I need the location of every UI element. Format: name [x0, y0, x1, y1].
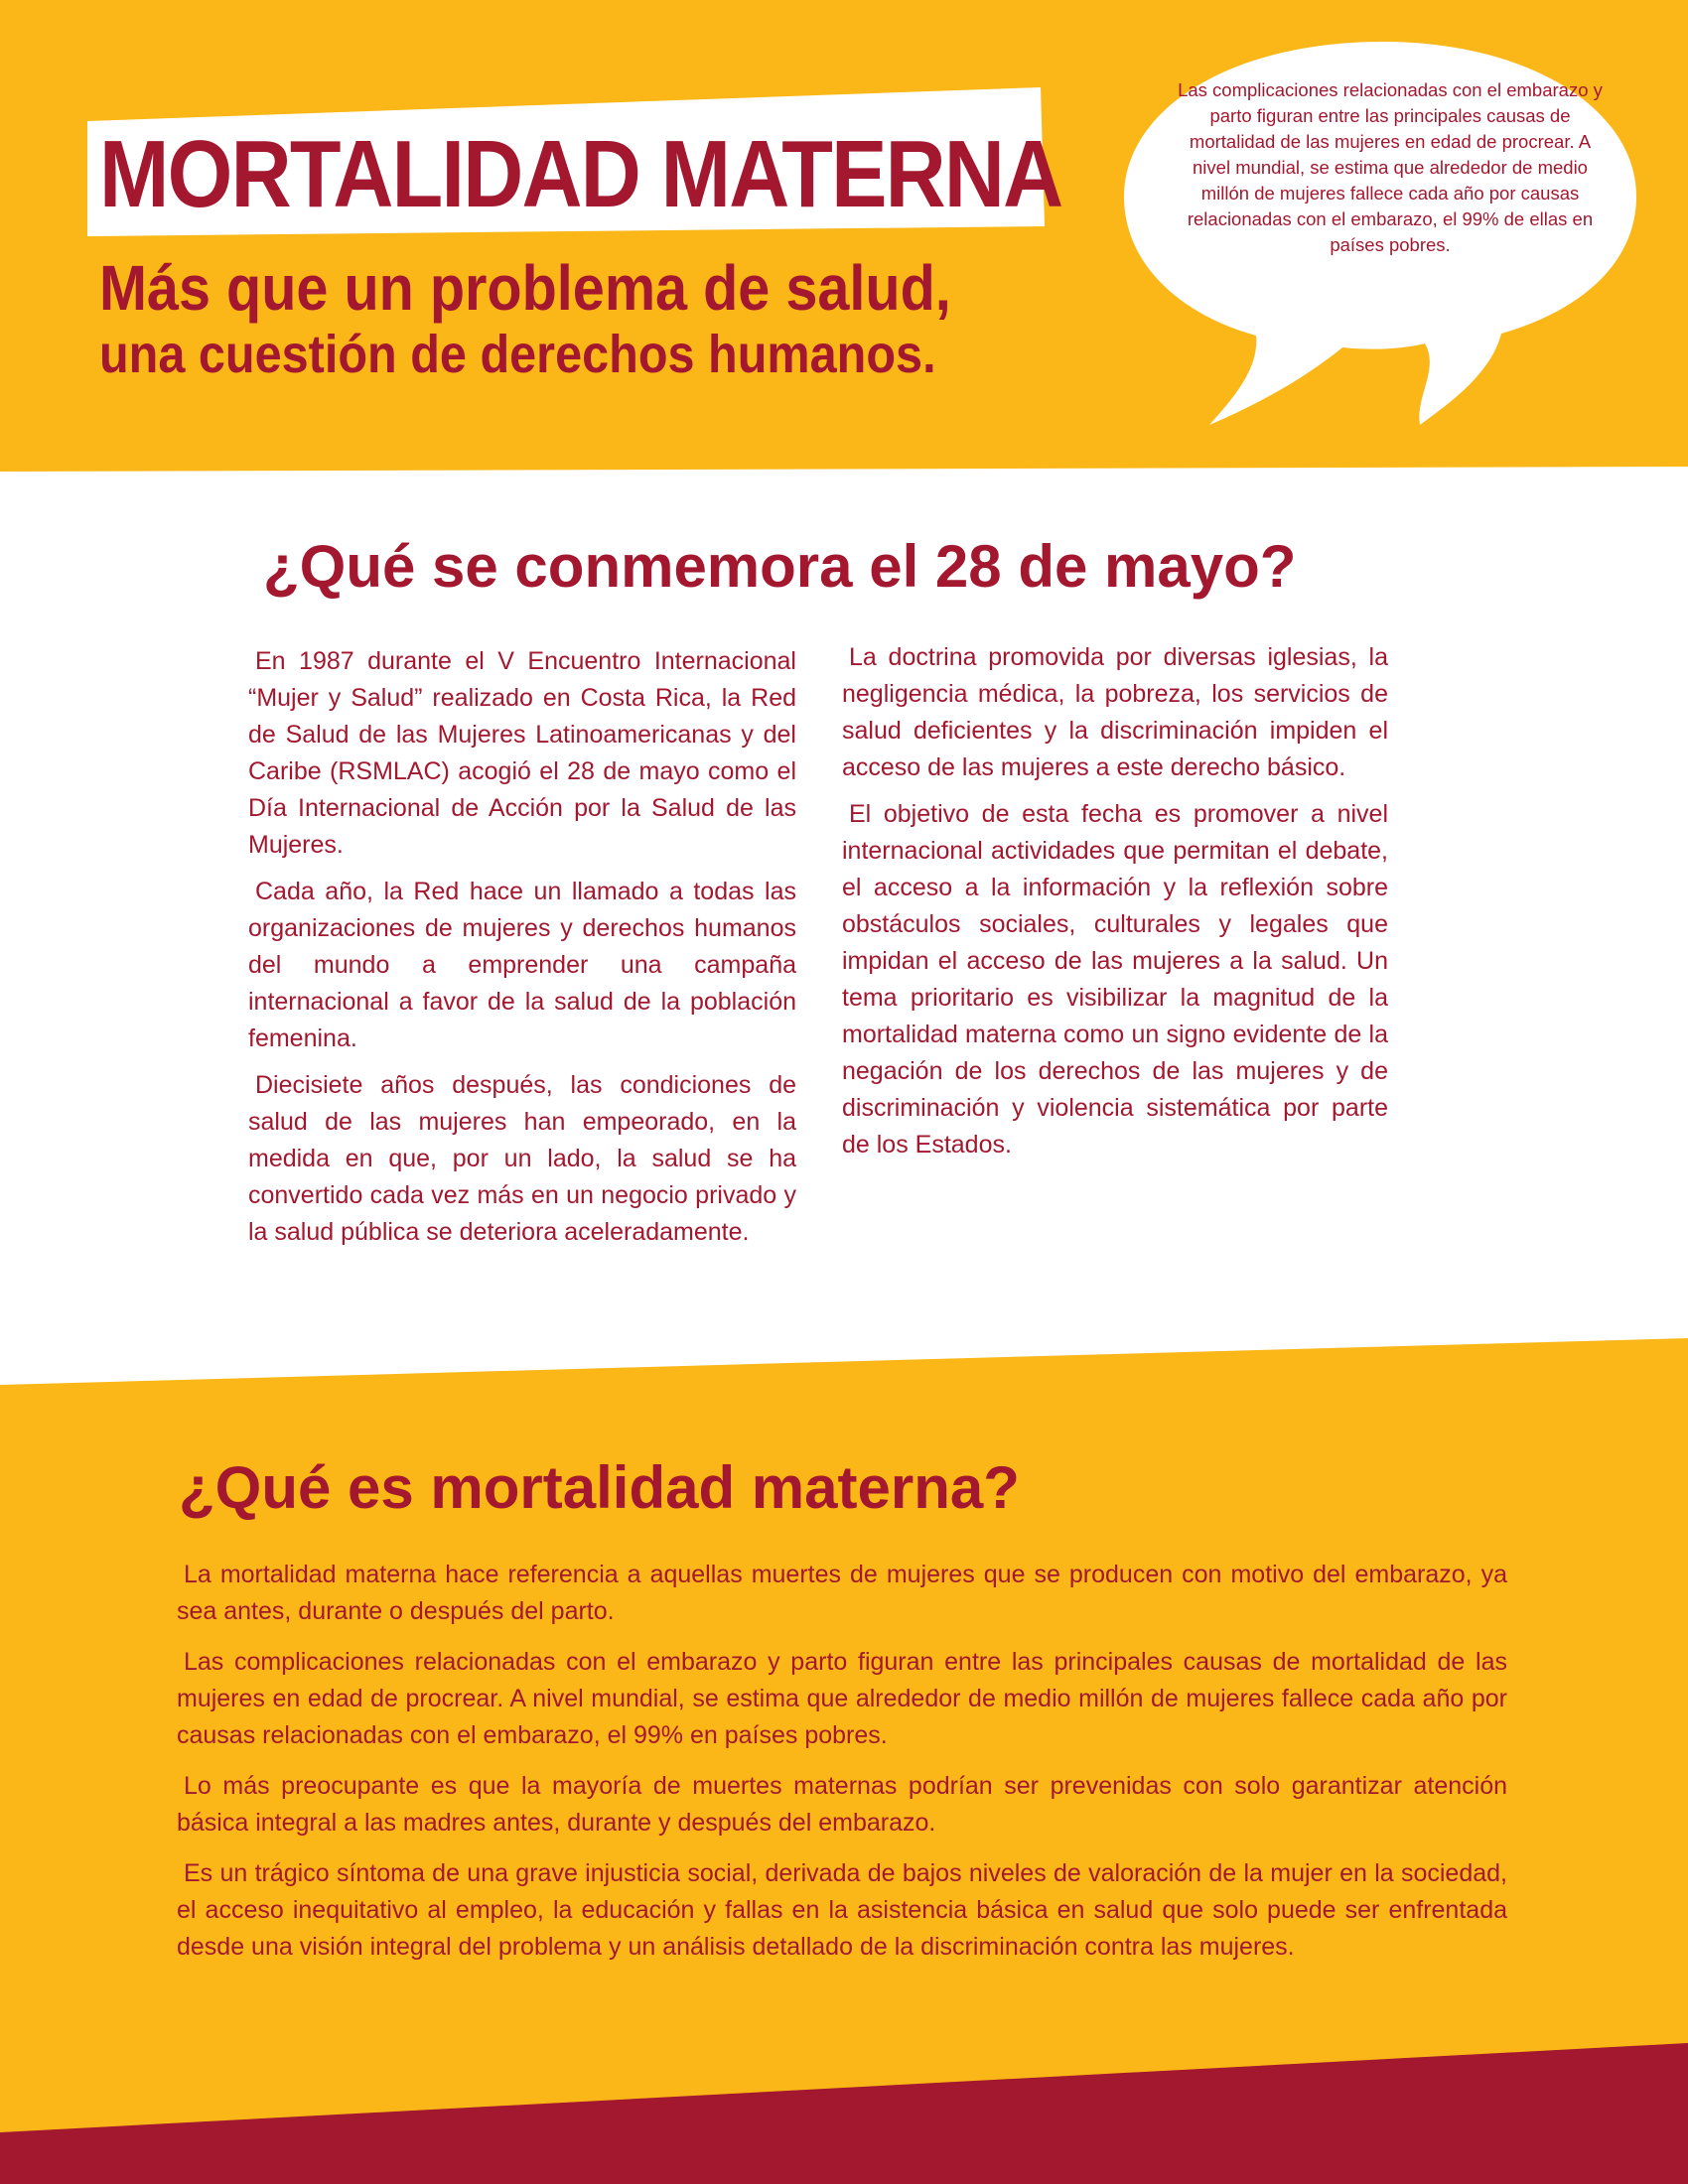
paragraph: La doctrina promovida por diversas iglesias, la negligencia médica, la pobreza, los servicios de salud deficientes y la discriminación impiden el acceso de las mujeres a este derecho básico.	[842, 643, 1388, 781]
paragraph: Es un trágico síntoma de una grave injusticia social, derivada de bajos niveles de valoración de la mujer en la sociedad, el acceso inequitativo al empleo, la educación y fallas en la asistencia básica en salud que solo puede ser enfrentada desde una visión integral del problema y un análisis detallado de la discriminación contra las mujeres.	[177, 1859, 1507, 1961]
subtitle-line-2: una cuestión de derechos humanos.	[99, 325, 936, 384]
commemoration-heading: ¿Qué se conmemora el 28 de mayo?	[263, 533, 1297, 600]
paragraph: La mortalidad materna hace referencia a aquellas muertes de mujeres que se producen con motivo del embarazo, ya sea antes, durante o después del parto.	[177, 1561, 1507, 1625]
paragraph: El objetivo de esta fecha es promover a nivel internacional actividades que permitan el debate, el acceso a la información y la reflexión sobre obstáculos sociales, culturales y legales que impidan el acceso de las mujeres a la salud. Un tema prioritario es visibilizar la magnitud de la mortalidad materna como un signo evidente de la negación de los derechos de las mujeres y de discriminación y violencia sistemática por parte de los Estados.	[842, 800, 1388, 1159]
definition-heading: ¿Qué es mortalidad materna?	[179, 1454, 1020, 1521]
paragraph: Las complicaciones relacionadas con el embarazo y parto figuran entre las principales causas de mortalidad de las mujeres en edad de procrear. A nivel mundial, se estima que alrededor de medio millón de mujeres fallece cada año por causas relacionadas con el embarazo, el 99% en países pobres.	[177, 1648, 1507, 1749]
subtitle-line-1: Más que un problema de salud,	[99, 252, 951, 324]
page-title: MORTALIDAD MATERNA	[99, 121, 1062, 227]
footer-band	[0, 2043, 1688, 2184]
paragraph: En 1987 durante el V Encuentro Internacional “Mujer y Salud” realizado en Costa Rica, la Red de Salud de las Mujeres Latinoamericanas y del Caribe (RSMLAC) acogió el 28 de mayo como el Día Internacional de Acción por la Salud de las Mujeres.	[248, 647, 796, 859]
commemoration-right-column	[842, 639, 1388, 1173]
paragraph: Diecisiete años después, las condiciones de salud de las mujeres han empeorado, en la medida en que, por un lado, la salud se ha convertido cada vez más en un negocio privado y la salud pública se deteriora aceleradamente.	[248, 1071, 796, 1246]
speech-bubble-text: Las complicaciones relacionadas con el embarazo y parto figuran entre las principales causas de mortalidad de las mujeres en edad de procrear. A nivel mundial, se estima que alrededor de medio millón de mujeres fallece cada año por causas relacionadas con el embarazo, el 99% de ellas en países pobres.	[1178, 79, 1603, 255]
paragraph: Cada año, la Red hace un llamado a todas las organizaciones de mujeres y derechos humanos del mundo a emprender una campaña internacional a favor de la salud de la población femenina.	[248, 878, 796, 1052]
definition-body	[177, 1557, 1507, 1979]
page-subtitle	[99, 252, 951, 384]
commemoration-left-column	[248, 643, 796, 1261]
paragraph: Lo más preocupante es que la mayoría de muertes maternas podrían ser prevenidas con solo garantizar atención básica integral a las madres antes, durante y después del embarazo.	[177, 1772, 1507, 1837]
